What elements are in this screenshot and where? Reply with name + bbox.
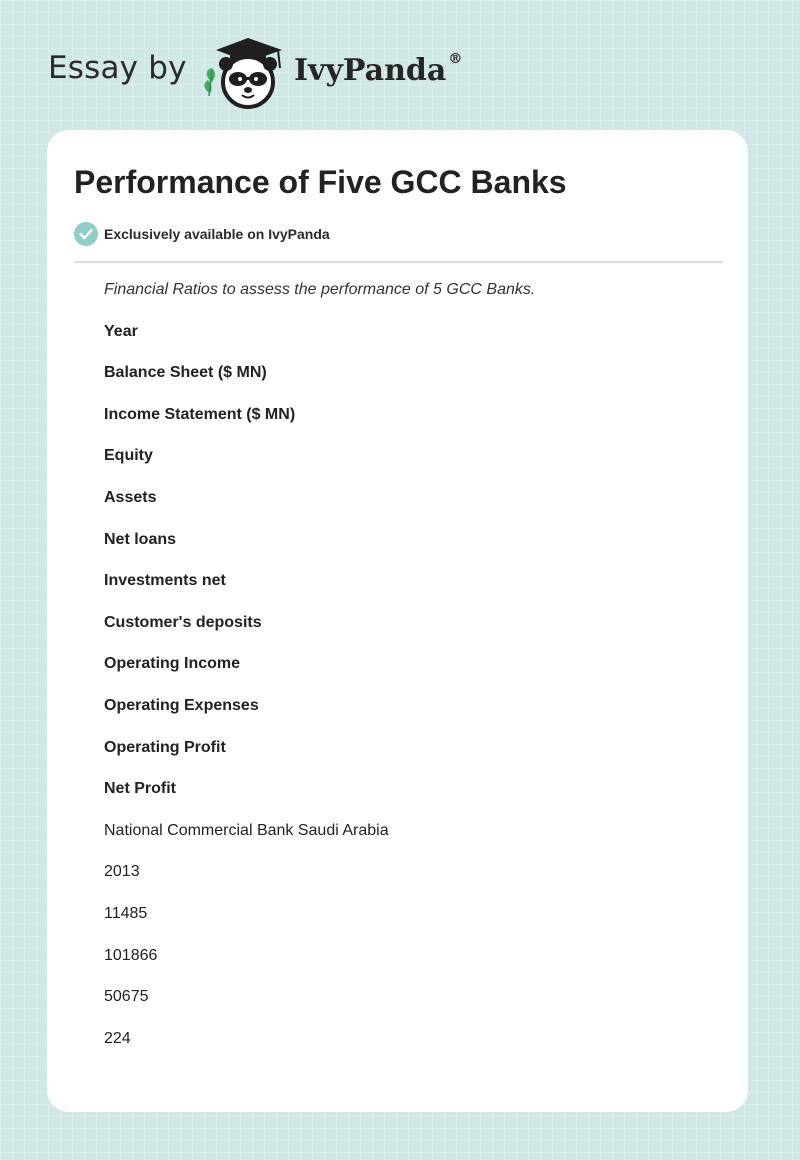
- heading-investments-net: Investments net: [104, 572, 226, 590]
- value-year: 2013: [104, 863, 140, 881]
- heading-customer-deposits: Customer's deposits: [104, 613, 262, 631]
- exclusive-badge: [74, 222, 330, 246]
- heading-income-statement: Income Statement ($ MN): [104, 405, 296, 423]
- heading-operating-income: Operating Income: [104, 655, 241, 673]
- check-icon: [74, 222, 98, 246]
- heading-assets: Assets: [104, 488, 157, 506]
- value-net-loans: 50675: [104, 988, 149, 1006]
- ivypanda-logo-icon[interactable]: [202, 34, 294, 110]
- document-body: [104, 278, 714, 1068]
- site-header: [48, 34, 468, 110]
- value-assets: 101866: [104, 946, 158, 964]
- heading-balance-sheet: Balance Sheet ($ MN): [104, 364, 267, 382]
- heading-net-loans: Net loans: [104, 530, 177, 548]
- heading-operating-expenses: Operating Expenses: [104, 696, 259, 714]
- page-title: Performance of Five GCC Banks: [74, 164, 567, 200]
- heading-operating-profit: Operating Profit: [104, 738, 226, 756]
- value-bank-name: National Commercial Bank Saudi Arabia: [104, 821, 389, 839]
- heading-year: Year: [104, 322, 138, 340]
- brand-name[interactable]: IvyPanda ®: [294, 51, 463, 88]
- title-divider: [74, 261, 723, 263]
- document-card: [47, 130, 748, 1112]
- heading-equity: Equity: [104, 447, 153, 465]
- heading-net-profit: Net Profit: [104, 780, 176, 798]
- trademark-symbol: ®: [448, 51, 463, 67]
- intro-text: Financial Ratios to assess the performance of 5 GCC Banks.: [104, 281, 536, 298]
- essay-by-label: Essay by: [48, 50, 187, 86]
- exclusive-badge-label: Exclusively available on IvyPanda: [104, 226, 330, 242]
- value-investments-net: 224: [104, 1029, 131, 1047]
- value-equity: 11485: [104, 904, 148, 922]
